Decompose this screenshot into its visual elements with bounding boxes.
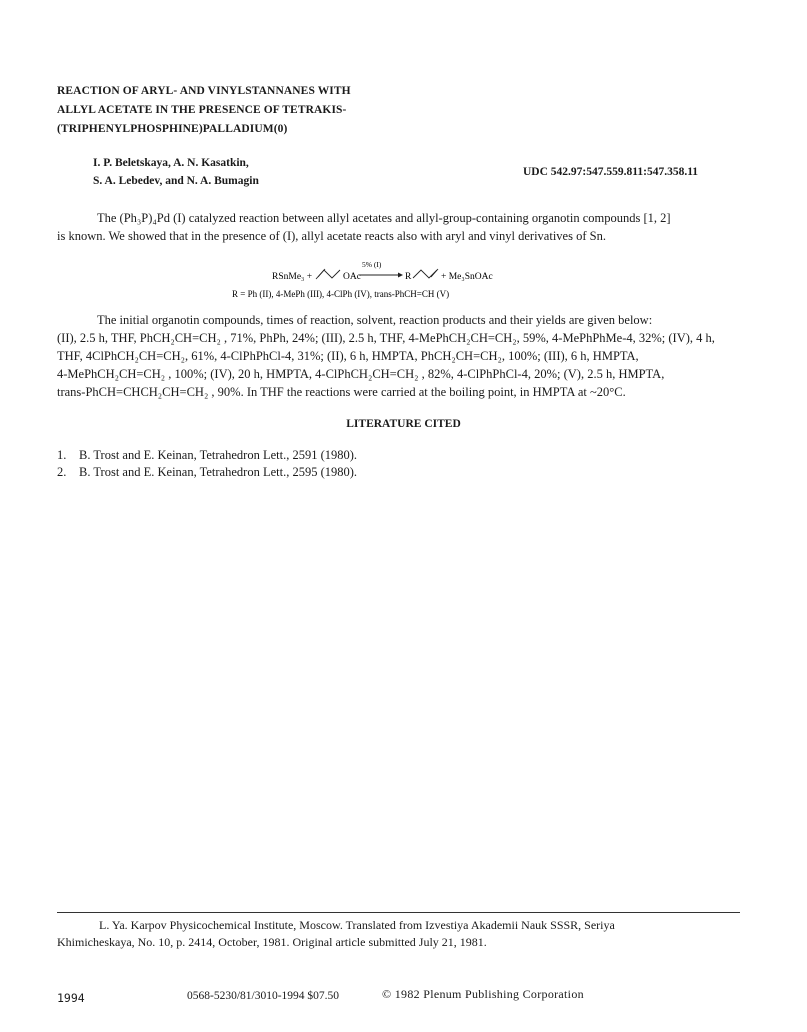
footnote bbox=[57, 917, 615, 951]
reference-text: B. Trost and E. Keinan, Tetrahedron Lett., 2591 (1980). bbox=[79, 448, 358, 462]
reference-item bbox=[57, 447, 357, 464]
scheme-product-r: R bbox=[405, 272, 412, 282]
results-line-4: 4-MePhCH₂CH=CH₂ , 100%; (IV), 20 h, HMPTA, 4-ClPhCH₂CH=CH₂ , 82%, 4-ClPhPhCl-4, 20%; (V), 2.5 h, HMPTA, bbox=[57, 367, 665, 381]
results-line-3: THF, 4ClPhCH₂CH=CH₂, 61%, 4-ClPhPhCl-4, 31%; (II), 6 h, HMPTA, PhCH₂CH=CH₂, 100%; (III), 6 h, HMPTA, bbox=[57, 349, 639, 363]
footnote-divider bbox=[57, 912, 740, 913]
reaction-scheme-svg bbox=[230, 255, 650, 301]
scheme-byproduct: + Me₃SnOAc bbox=[441, 272, 493, 282]
reference-list bbox=[57, 447, 357, 481]
results-paragraph bbox=[57, 311, 747, 401]
authors-line-2: S. A. Lebedev, and N. A. Bumagin bbox=[93, 175, 259, 187]
journal-code: 0568-5230/81/3010-1994 $07.50 bbox=[187, 990, 340, 1002]
udc-code: UDC 542.97:547.559.811:547.358.11 bbox=[523, 166, 699, 178]
copyright: © 1982 Plenum Publishing Corporation bbox=[382, 987, 584, 1001]
scheme-catalyst: 5% (I) bbox=[362, 260, 382, 269]
scheme-legend: R = Ph (II), 4-MePh (III), 4-ClPh (IV), trans-PhCH=CH (V) bbox=[232, 289, 450, 299]
scheme-reactant: RSnMe₃ + bbox=[272, 272, 313, 282]
reference-item bbox=[57, 464, 357, 481]
reference-number: 2. bbox=[57, 465, 67, 479]
title-line-3: (TRIPHENYLPHOSPHINE)PALLADIUM(0) bbox=[57, 123, 288, 135]
title-line-2: ALLYL ACETATE IN THE PRESENCE OF TETRAKIS- bbox=[57, 104, 347, 116]
results-line-1: The initial organotin compounds, times of reaction, solvent, reaction products and their yields are given below: bbox=[97, 313, 653, 327]
intro-paragraph bbox=[57, 209, 733, 245]
footnote-line-2: Khimicheskaya, No. 10, p. 2414, October, 1981. Original article submitted July 21, 1981. bbox=[57, 935, 487, 949]
footnote-line-1: L. Ya. Karpov Physicochemical Institute, Moscow. Translated from Izvestiya Akademii Nauk SSSR, Seriya bbox=[99, 918, 615, 932]
intro-line-1: The (Ph₃P)₄Pd (I) catalyzed reaction between allyl acetates and allyl-group-containing organotin compounds [1, 2] bbox=[97, 211, 671, 225]
reference-number: 1. bbox=[57, 448, 67, 462]
results-line-2: (II), 2.5 h, THF, PhCH₂CH=CH₂ , 71%, PhPh, 24%; (III), 2.5 h, THF, 4-MePhCH₂CH=CH₂, 59%, 4-MePhPhMe-4, 32%; (IV), 4 h, bbox=[57, 331, 715, 345]
article-title bbox=[57, 82, 477, 139]
reference-text: B. Trost and E. Keinan, Tetrahedron Lett., 2595 (1980). bbox=[79, 465, 358, 479]
page-number: 1994 bbox=[57, 991, 85, 1005]
scheme-oac: OAc bbox=[343, 272, 361, 282]
title-line-1: REACTION OF ARYL- AND VINYLSTANNANES WITH bbox=[57, 85, 351, 97]
authors-line-1: I. P. Beletskaya, A. N. Kasatkin, bbox=[93, 157, 249, 169]
intro-line-2: is known. We showed that in the presence of (I), allyl acetate reacts also with aryl and vinyl derivatives of Sn. bbox=[57, 229, 606, 243]
results-line-5: trans-PhCH=CHCH₂CH=CH₂ , 90%. In THF the reactions were carried at the boiling point, in HMPTA at ~20°C. bbox=[57, 385, 626, 399]
authors bbox=[93, 154, 259, 190]
reaction-scheme bbox=[230, 255, 650, 301]
literature-heading: LITERATURE CITED bbox=[346, 418, 461, 430]
